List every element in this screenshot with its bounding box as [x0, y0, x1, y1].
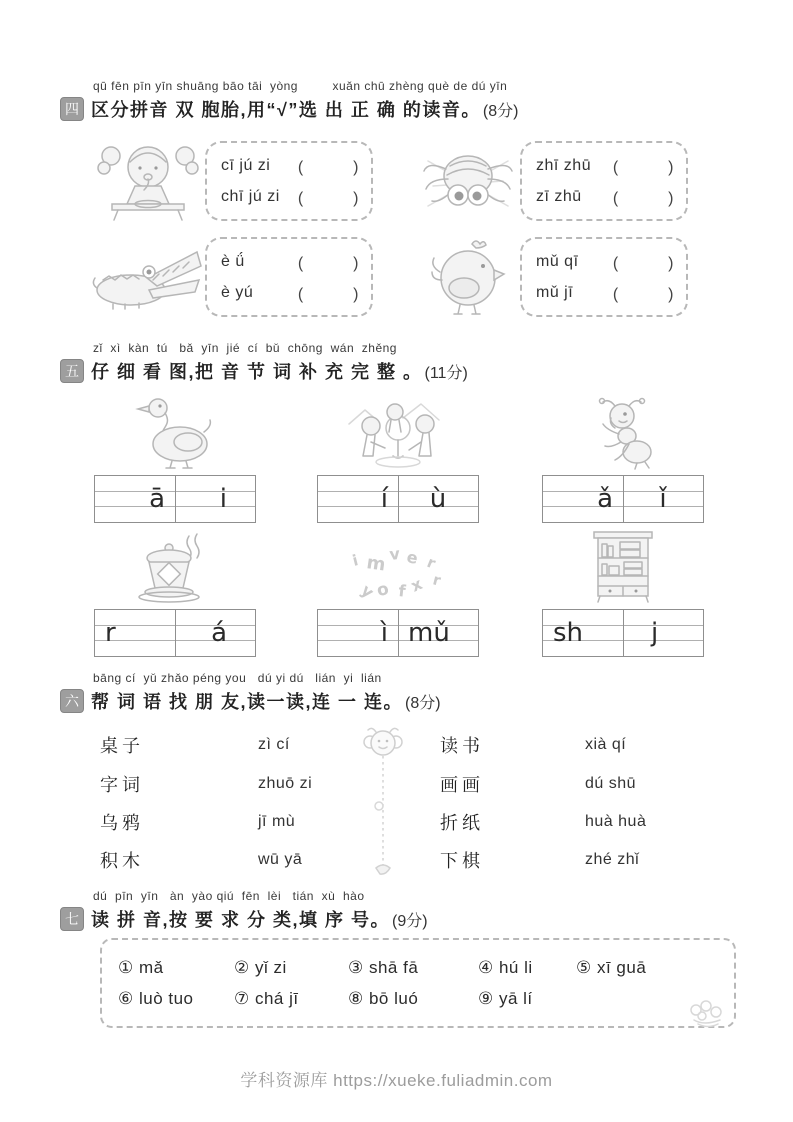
option-label: zhī zhū: [536, 156, 592, 174]
goose-icon: [132, 394, 218, 470]
section4-body: [90, 140, 690, 318]
numbered-item: ⑤ xī guā: [576, 957, 647, 977]
numbered-item: ① mǎ: [118, 957, 164, 977]
pinyin-writing-grid: [542, 609, 704, 657]
option-label: chī jú zi: [221, 187, 280, 205]
teapot-icon: [123, 528, 227, 604]
section4-header: [60, 96, 518, 122]
section4-option-box-2: [520, 141, 688, 221]
section7-header: [60, 906, 428, 932]
section6-header: [60, 688, 441, 714]
answer-paren: ( ): [612, 159, 674, 176]
word-hanzi: 折纸: [440, 813, 484, 833]
section5-item-tea: [95, 528, 255, 657]
numbered-item: ⑧ bō luó: [348, 988, 419, 1008]
option-row: [221, 250, 359, 273]
matching-row: [100, 730, 720, 760]
section4-number-badge: 四: [60, 97, 84, 121]
section5-header: [60, 358, 468, 384]
word-hanzi: 画画: [440, 775, 484, 795]
matching-row: [100, 769, 720, 799]
section5-item-goose: [95, 394, 255, 523]
section5-pinyin: zǐ xì kàn tú bǎ yīn jié cí bǔ chōng wán zhěng: [93, 341, 397, 355]
option-label: zī zhū: [536, 187, 582, 205]
answer-paren: ( ): [297, 190, 359, 207]
section6-pinyin: bāng cí yǔ zhǎo péng you dú yi dú lián yi lián: [93, 671, 382, 685]
hen-icon: [415, 236, 520, 318]
answer-paren: ( ): [297, 255, 359, 272]
grid-cell: ǎ: [597, 484, 613, 514]
svg-text:v: v: [388, 543, 401, 564]
grid-cell: ā: [149, 484, 165, 514]
option-row: [536, 281, 674, 304]
svg-text:y: y: [357, 580, 378, 602]
grid-cell: j: [651, 618, 659, 648]
grid-cell: i: [219, 484, 227, 514]
option-row: [536, 154, 674, 177]
scattered-letters-icon: [346, 528, 450, 604]
word-hanzi: 读书: [440, 736, 484, 756]
section7-row-2: [118, 983, 718, 1014]
pinyin-writing-grid: [94, 475, 256, 523]
crocodile-icon: [90, 244, 205, 310]
section4-option-box-3: [205, 237, 373, 317]
section5-item-planting: [318, 394, 478, 523]
word-hanzi: 下棋: [440, 851, 484, 871]
footer-watermark-link[interactable]: 学科资源库 https://xueke.fuliadmin.com: [240, 1071, 553, 1090]
section6-score: (8分): [405, 694, 441, 712]
answer-paren: ( ): [612, 286, 674, 303]
section4-pinyin: qū fēn pīn yīn shuāng bāo tāi yòng xuǎn chū zhèng què de dú yīn: [93, 79, 508, 93]
grid-cell: í: [380, 484, 388, 514]
section4-title: 区分拼音 双 胞胎,用“√”选 出 正 确 的读音。: [91, 100, 481, 120]
word-pinyin: zì cí: [258, 736, 290, 753]
word-hanzi: 字词: [100, 775, 144, 795]
section5-item-letters: [318, 528, 478, 657]
section7-pinyin: dú pīn yīn àn yào qiú fēn lèi tián xù hào: [93, 889, 365, 903]
section7-row-1: [118, 952, 718, 983]
numbered-item: ④ hú li: [478, 957, 533, 977]
option-label: mǔ qī: [536, 252, 579, 270]
svg-text:o: o: [375, 579, 391, 601]
section4-score: (8分): [482, 102, 519, 120]
ant-icon: [585, 394, 661, 470]
word-hanzi: 桌子: [100, 736, 144, 756]
grid-cell: r: [105, 618, 116, 648]
option-label: mǔ jī: [536, 283, 574, 301]
svg-text:r: r: [431, 570, 443, 590]
option-row: [221, 281, 359, 304]
svg-text:m: m: [365, 552, 387, 576]
svg-text:f: f: [397, 581, 407, 601]
svg-text:i: i: [350, 551, 360, 570]
svg-text:r: r: [424, 553, 439, 573]
numbered-item: ③ shā fā: [348, 957, 419, 977]
children-planting-tree-icon: [343, 394, 453, 470]
word-pinyin: dú shū: [585, 775, 637, 792]
word-pinyin: zhé zhǐ: [585, 851, 640, 868]
word-hanzi: 积木: [100, 851, 144, 871]
section7-score: (9分): [392, 912, 428, 930]
pinyin-writing-grid: [317, 609, 479, 657]
section7-title: 读 拼 音,按 要 求 分 类,填 序 号。: [91, 910, 391, 930]
option-row: [221, 154, 359, 177]
word-pinyin: wū yā: [258, 851, 303, 868]
grid-cell: mǔ: [408, 618, 450, 648]
word-pinyin: jī mù: [258, 813, 296, 830]
answer-paren: ( ): [297, 286, 359, 303]
section5-item-ant: [543, 394, 703, 523]
numbered-item: ② yǐ zi: [234, 957, 287, 977]
section6-title: 帮 词 语 找 朋 友,读一读,连 一 连。: [91, 692, 404, 712]
section6-number-badge: 六: [60, 689, 84, 713]
pinyin-writing-grid: [317, 475, 479, 523]
section5-number-badge: 五: [60, 359, 84, 383]
word-pinyin: huà huà: [585, 813, 647, 830]
grid-cell: ì: [380, 618, 388, 648]
word-pinyin: zhuō zi: [258, 775, 313, 792]
grid-cell: ǐ: [659, 484, 667, 514]
numbered-item: ⑨ yā lí: [478, 988, 533, 1008]
bee-divider-icon: [362, 726, 404, 878]
section5-title: 仔 细 看 图,把 音 节 词 补 充 完 整 。: [91, 362, 423, 382]
option-label: è yú: [221, 283, 254, 301]
grid-cell: á: [211, 618, 227, 648]
matching-row: [100, 807, 720, 837]
spider-icon: [415, 141, 520, 221]
pinyin-writing-grid: [542, 475, 704, 523]
option-row: [536, 250, 674, 273]
pinyin-writing-grid: [94, 609, 256, 657]
answer-paren: ( ): [612, 190, 674, 207]
numbered-item: ⑥ luò tuo: [118, 988, 194, 1008]
section7-items-box: [100, 938, 736, 1028]
section4-option-box-4: [520, 237, 688, 317]
grid-cell: sh: [553, 618, 584, 648]
word-hanzi: 乌鸦: [100, 813, 144, 833]
section5-score: (11分): [424, 364, 468, 382]
bookcase-icon: [590, 528, 656, 604]
option-label: cī jú zi: [221, 156, 271, 174]
grid-cell: ù: [429, 484, 447, 514]
svg-text:e: e: [405, 547, 420, 568]
section5-item-bookcase: [543, 528, 703, 657]
section4-option-box-1: [205, 141, 373, 221]
option-row: [536, 185, 674, 208]
option-row: [221, 185, 359, 208]
girl-eating-orange-icon: [90, 140, 205, 222]
numbered-item: ⑦ chá jī: [234, 988, 299, 1008]
option-label: è ǘ: [221, 252, 245, 270]
svg-text:x: x: [407, 574, 426, 596]
word-pinyin: xià qí: [585, 736, 627, 753]
answer-paren: ( ): [297, 159, 359, 176]
answer-paren: ( ): [612, 255, 674, 272]
matching-row: [100, 845, 720, 875]
section7-number-badge: 七: [60, 907, 84, 931]
flower-decoration-icon: [684, 996, 728, 1030]
